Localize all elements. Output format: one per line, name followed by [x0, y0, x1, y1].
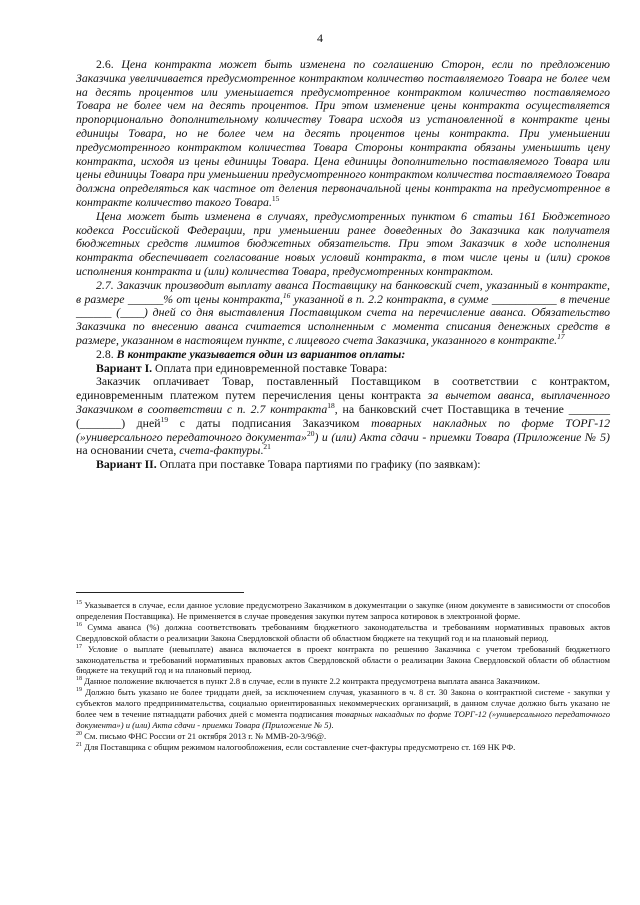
footnote-ref-15: 15: [271, 194, 280, 204]
footnote-21: $^{21}$ Для Поставщика с общим режимом налогообложения, если составление счет-фактуры предусмотрено ст. 169 НК РФ.: [76, 741, 516, 752]
footnote-ref-19: 19: [160, 414, 169, 424]
clause-2-6: 2.6. Цена контракта может быть изменена по соглашению Сторон, если по предложению Заказчика увеличивается предусмотренное контрактом количество поставляемого Товара не более чем на десять процентов или уменьшается предусмотренное контрактом количество поставляемого Товара не более чем на десять процентов. При этом изменение цены контракта осуществляется пропорционально дополнительному количеству Товара исходя из установленной в контракте цены единицы Товара, но не более чем на десять процентов цены контракта. При уменьшении предусмотренного контрактом количества Товара Стороны контракта обязаны уменьшить цену контракта, исходя из цены единицы Товара. Цена единицы дополнительно поставляемого Товара или цены единицы Товара при уменьшении предусмотренного контрактом количества поставляемого Товара должна определяться как частное от деления первоначальной цены контракта на предусмотренное в контракте количество такого Товара.$^{15}$: [76, 57, 611, 209]
document-body: [76, 58, 610, 472]
footnote-20: $^{20}$ См. письмо ФНС России от 21 октября 2013 г. № ММВ-20-3/96@.: [76, 730, 327, 741]
footnote-ref-17: 17: [557, 332, 565, 342]
footnote-ref-20: 20: [306, 428, 315, 438]
footnote-17: $^{17}$ Условие о выплате (невыплате) аванса включается в проект контракта по решению Заказчика с учетом требований бюджетного законодательства и требований нормативных правовых актов Свердловской области о реализации Закона Свердловской области об областном бюджете на текущий год и на плановый период.: [76, 643, 610, 676]
footnote-separator: [76, 592, 244, 593]
clause-2-7: 2.7. Заказчик производит выплату аванса Поставщику на банковский счет, указанный в контракте, в размере ______% от цены контракта,$^{16}$ указанной в п. 2.2 контракта, в сумме ___________ в течение ______ (____) дней со дня выставления Поставщиком счета на перечисление аванса. Обязательство Заказчика по внесению аванса считается исполненным с момента списания денежных средств в размере, указанном в настоящем пункте, с лицевого счета Заказчика, указанного в контракте.$^{17}$: [76, 277, 610, 347]
footnote-ref-21: 21: [263, 442, 271, 452]
variant-1-text: Заказчик оплачивает Товар, поставленный Поставщиком в соответствии с контрактом, единовременным платежом путем перечисления цены контракта за вычетом аванса, выплаченного Заказчиком в соответствии с п. 2.7 контракта$^{18}$, на банковский счет Поставщика в течение _______ (_______) дней$^{19}$ с даты подписания Заказчиком товарных накладных по форме ТОРГ-12 (»универсального передаточного документа»$^{20}$) и (или) Акта сдачи - приемки Товара (Приложение № 5) на основании счета, счета-фактуры.$^{21}$: [76, 374, 610, 458]
clause-2-8: 2.8. В контракте указывается один из вариантов оплаты:: [96, 346, 406, 361]
footnote-15: $^{15}$ Указывается в случае, если данное условие предусмотрено Заказчиком в документации о закупке (ином документе в зависимости от способов определения Поставщика). Не применяется в случае проведения закупки путем запроса котировок в электронной форме.: [76, 600, 610, 621]
page-number: 4: [317, 31, 323, 45]
footnote-16: $^{16}$ Сумма аванса (%) должна соответствовать требованиям бюджетного законодательства и требованиям нормативных правовых актов Свердловской области о реализации Закона Свердловской области об областном бюджете на текущий год и на плановый период.: [76, 621, 610, 643]
footnote-18: $^{18}$ Данное положение включается в пункт 2.8 в случае, если в пункте 2.2 контракта предусмотрена выплата аванса Заказчиком.: [76, 676, 540, 687]
variant-1-heading: Вариант I. Оплата при единовременной поставке Товара:: [96, 360, 388, 375]
footnote-19: $^{19}$ Должно быть указано не более тридцати дней, за исключением случая, указанного в ч. 8 ст. 30 Закона о контрактной системе - закупки у субъектов малого предпринимательства, социально ориентированных некоммерческих организаций, в данном случае должно быть указано не более чем в течение пятнадцати рабочих дней с момента подписания товарных накладных по форме ТОРГ-12 (»универсального передаточного документа») и (или) Акта сдачи - приемки Товара (Приложение № 5).: [76, 687, 610, 730]
footnote-ref-18: 18: [327, 401, 335, 410]
variant-2-heading: Вариант II. Оплата при поставке Товара партиями по графику (по заявкам):: [96, 457, 481, 472]
footnote-ref-16: 16: [282, 290, 291, 300]
clause-2-6-price-change: Цена может быть изменена в случаях, предусмотренных пунктом 6 статьи 161 Бюджетного кодекса Российской Федерации, при уменьшении ранее доведенных до Заказчика как получателя бюджетных средств лимитов бюджетных обязательств. При этом Заказчик в ходе исполнения контракта обеспечивает согласование новых условий контракта, в том числе цены и (или) сроков исполнения контракта и (или) количества Товара, предусмотренных контрактом.: [76, 208, 610, 278]
footnotes: [76, 600, 610, 753]
